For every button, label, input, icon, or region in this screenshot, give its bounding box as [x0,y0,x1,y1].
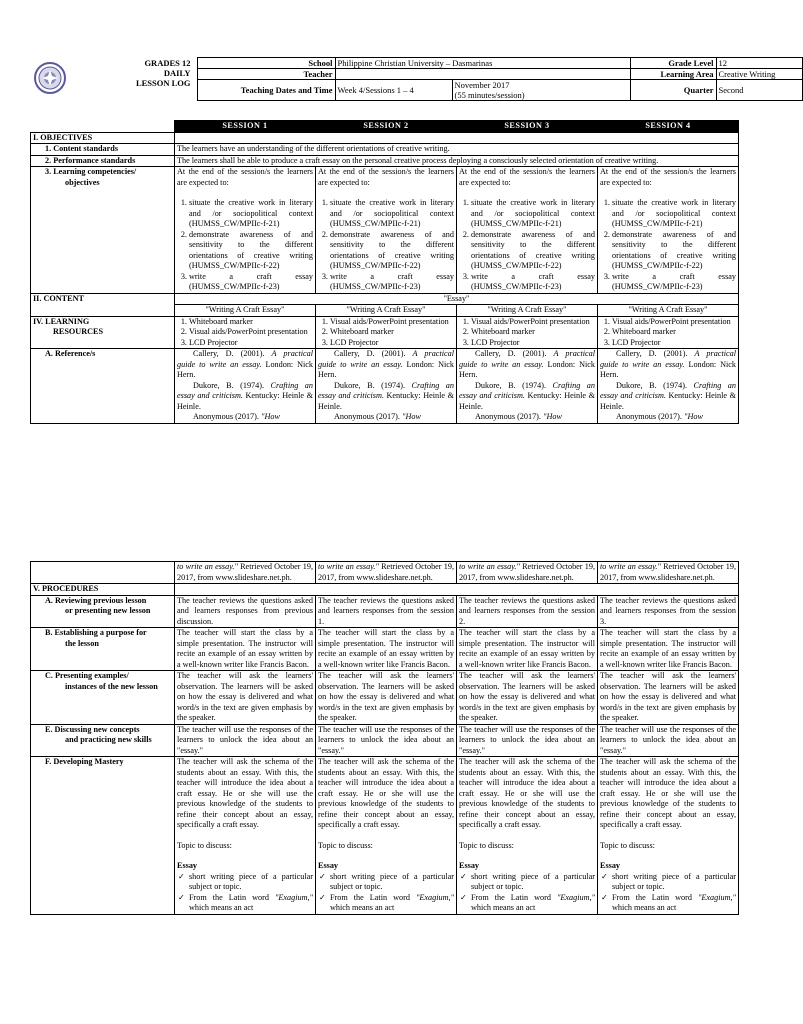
essay-point: ✓ From the Latin word "Exagium," which means an act [471,893,595,914]
essay-label: Essay [318,861,339,870]
objectives-list [459,198,595,293]
session-1-header: SESSION 1 [175,121,316,133]
grade-level-label: Grade Level [630,58,716,69]
session-3-header: SESSION 3 [457,121,598,133]
resources-heading [31,316,175,349]
references-session-2 [316,349,457,424]
objectives-list [318,198,454,293]
resources-session-4 [598,316,739,349]
procedure-b-session-1: The teacher will start the class by a simple presentation. The instructor will recite an example of an essay written by a well-known writer like Francis Bacon. [175,628,316,671]
teacher-value [335,69,630,80]
objectives-list [600,198,736,293]
objectives-intro: At the end of the session/s the learners are expected to: [459,167,595,187]
reference-2: Dukore, B. (1974). Crafting an essay and criticism. Kentucky: Heinle & Heinle. [459,380,595,411]
procedure-c-label [31,671,175,725]
procedure-a-session-3: The teacher reviews the questions asked and learners responses from the session 2. [457,595,598,628]
procedure-f-session-2 [316,757,457,915]
resources-heading-line-2: RESOURCES [53,327,104,336]
references-session-1 [175,349,316,424]
competencies-session-2 [316,167,457,294]
content-main: "Essay" [175,293,739,305]
dates-month: November 2017 [454,80,510,90]
procedure-e-label-line-1: E. Discussing new concepts [45,724,140,734]
objective-item: 2. demonstrate awareness of and sensitivity to the different orientations of creative writing (HUMSS_CW/MPIIc-f-22) [612,230,736,272]
resources-list [459,317,595,349]
competencies-session-1 [175,167,316,294]
performance-standards-label: 2. Performance standards [31,155,175,167]
resource-item: 2. Visual aids/PowerPoint presentation [189,327,313,338]
resources-session-2 [316,316,457,349]
lesson-table-page-2 [30,561,739,915]
objectives-intro: At the end of the session/s the learners are expected to: [177,167,313,187]
essay-points [318,872,454,914]
procedure-e-label [31,724,175,757]
procedure-b-session-2: The teacher will start the class by a simple presentation. The instructor will recite an example of an essay written by a well-known writer like Francis Bacon. [316,628,457,671]
references-cont-session-4: to write an essay." Retrieved October 19, 2017, from www.slideshare.net.ph. [598,562,739,584]
reference-3: Anonymous (2017). "How [616,412,703,421]
references-cont-session-2: to write an essay." Retrieved October 19, 2017, from www.slideshare.net.ph. [316,562,457,584]
procedure-b-session-3: The teacher will start the class by a simple presentation. The instructor will recite an example of an essay written by a well-known writer like Francis Bacon. [457,628,598,671]
quarter-value: Second [716,80,802,101]
references-cont-session-3: to write an essay." Retrieved October 19, 2017, from www.slideshare.net.ph. [457,562,598,584]
reference-3: Anonymous (2017). "How [334,412,421,421]
objective-item: 3. write a craft essay (HUMSS_CW/MPIIc-f-23) [189,272,313,293]
procedure-a-label-line-2: or presenting new lesson [65,606,151,615]
procedure-f-session-1 [175,757,316,915]
references-session-3 [457,349,598,424]
resources-list [318,317,454,349]
title-line-2: DAILY [163,67,191,78]
procedure-c-label-line-1: C. Presenting examples/ [45,671,129,680]
procedure-a-session-1: The teacher reviews the questions asked and learners responses from previous discussion. [175,595,316,628]
objectives-heading: I. OBJECTIVES [31,132,175,144]
school-seal-icon [33,61,67,95]
resources-list [177,317,313,349]
objectives-blank [175,132,739,144]
procedure-b-label [31,628,175,671]
school-value: Philippine Christian University – Dasmarinas [335,58,630,69]
resources-heading-line-1: IV. LEARNING [33,316,90,326]
topic-label: Topic to discuss: [177,840,232,850]
procedure-b-label-line-1: B. Establishing a purpose for [45,628,147,637]
procedure-f-session-3 [457,757,598,915]
objectives-list [177,198,313,293]
resource-item: 1. Visual aids/PowerPoint presentation [471,317,595,328]
log-title [70,58,197,101]
essay-point: ✓ short writing piece of a particular subject or topic. [330,872,454,893]
procedure-a-session-4: The teacher reviews the questions asked and learners responses from the session 3. [598,595,739,628]
procedure-e-label-line-2: and practicing new skills [65,735,152,744]
reference-1: Callery, D. (2001). A practical guide to write an essay. London: Nick Hern. [318,349,455,379]
reference-3: Anonymous (2017). "How [193,412,280,421]
essay-label: Essay [600,861,621,870]
objective-item: 3. write a craft essay (HUMSS_CW/MPIIc-f-23) [471,272,595,293]
reference-2: Dukore, B. (1974). Crafting an essay and criticism. Kentucky: Heinle & Heinle. [600,380,736,411]
references-session-4 [598,349,739,424]
procedure-c-label-line-2: instances of the new lesson [65,681,158,691]
content-session-2: "Writing A Craft Essay" [316,305,457,317]
essay-point: ✓ short writing piece of a particular subject or topic. [471,872,595,893]
essay-label: Essay [459,861,480,870]
content-session-4: "Writing A Craft Essay" [598,305,739,317]
learning-area-value: Creative Writing [716,69,802,80]
teaching-dates-value: Week 4/Sessions 1 – 4 [335,80,452,101]
procedure-f-session-4 [598,757,739,915]
title-line-3: LESSON LOG [135,77,191,88]
essay-points [600,872,736,914]
performance-standards-text: The learners shall be able to produce a craft essay on the personal creative process deploying a consciously selected orientation of creative writing. [175,155,739,167]
procedure-c-session-4: The teacher will ask the learners' observation. The learners will be asked on how the essay is delivered and what word/s in the text are given emphasis by the speaker. [598,671,739,725]
procedures-heading: V. PROCEDURES [31,584,175,596]
teaching-dates-label: Teaching Dates and Time [197,80,335,101]
objective-item: 2. demonstrate awareness of and sensitivity to the different orientations of creative writing (HUMSS_CW/MPIIc-f-22) [189,230,313,272]
essay-points [177,872,313,914]
resource-item: 3. LCD Projector [471,338,595,349]
procedure-a-session-2: The teacher reviews the questions asked and learners responses from the session 1. [316,595,457,628]
reference-2: Dukore, B. (1974). Crafting an essay and criticism. Kentucky: Heinle & Heinle. [318,380,454,411]
objectives-intro: At the end of the session/s the learners are expected to: [318,167,454,187]
header-table [30,57,803,101]
procedure-c-session-3: The teacher will ask the learners' observation. The learners will be asked on how the essay is delivered and what word/s in the text are given emphasis by the speaker. [457,671,598,725]
procedure-b-label-line-2: the lesson [65,638,99,648]
lesson-table-page-1 [30,120,739,424]
reference-2: Dukore, B. (1974). Crafting an essay and criticism. Kentucky: Heinle & Heinle. [177,380,313,411]
resource-item: 2. Whiteboard marker [612,327,736,338]
mastery-text: The teacher will ask the schema of the students about an essay. With this, the teacher will introduce the idea about a craft essay. He or she will use the previous knowledge of the students to refine their concept about an essay, specifically a craft essay. [459,757,595,829]
topic-label: Topic to discuss: [459,840,514,850]
objective-item: 1. situate the creative work in literary and /or sociopolitical context (HUMSS_CW/MPIIc-f-21) [612,198,736,230]
competencies-label [31,167,175,294]
content-session-3: "Writing A Craft Essay" [457,305,598,317]
mastery-text: The teacher will ask the schema of the students about an essay. With this, the teacher will introduce the idea about a craft essay. He or she will use the previous knowledge of the students to refine their concept about an essay, specifically a craft essay. [600,757,736,829]
competencies-session-4 [598,167,739,294]
resource-item: 3. LCD Projector [330,338,454,349]
reference-3: Anonymous (2017). "How [475,412,562,421]
references-label: A. Reference/s [31,349,175,424]
procedure-a-label-line-1: A. Reviewing previous lesson [45,595,147,605]
competencies-label-line-2: objectives [65,177,100,187]
essay-points [459,872,595,914]
session-4-header: SESSION 4 [598,121,739,133]
procedure-b-session-4: The teacher will start the class by a simple presentation. The instructor will recite an example of an essay written by a well-known writer like Francis Bacon. [598,628,739,671]
learning-area-label: Learning Area [630,69,716,80]
objective-item: 1. situate the creative work in literary and /or sociopolitical context (HUMSS_CW/MPIIc-f-21) [189,198,313,230]
resource-item: 2. Whiteboard marker [330,327,454,338]
competencies-label-line-1: 3. Learning competencies/ [45,167,137,176]
objective-item: 3. write a craft essay (HUMSS_CW/MPIIc-f-23) [612,272,736,293]
teaching-dates-extra [452,80,630,101]
resource-item: 3. LCD Projector [612,338,736,349]
procedure-e-session-1: The teacher will use the responses of the learners to unlock the idea about an "essay." [175,724,316,757]
resource-item: 3. LCD Projector [189,338,313,349]
resources-session-3 [457,316,598,349]
competencies-session-3 [457,167,598,294]
essay-label: Essay [177,861,198,870]
objective-item: 2. demonstrate awareness of and sensitivity to the different orientations of creative writing (HUMSS_CW/MPIIc-f-22) [471,230,595,272]
objective-item: 1. situate the creative work in literary and /or sociopolitical context (HUMSS_CW/MPIIc-f-21) [330,198,454,230]
procedure-a-label [31,595,175,628]
reference-1: Callery, D. (2001). A practical guide to write an essay. London: Nick Hern. [177,349,314,379]
content-standards-label: 1. Content standards [31,144,175,156]
reference-1: Callery, D. (2001). A practical guide to write an essay. London: Nick Hern. [600,349,737,379]
grade-level-value: 12 [716,58,802,69]
topic-label: Topic to discuss: [318,840,373,850]
essay-point: ✓ From the Latin word "Exagium," which means an act [189,893,313,914]
procedure-e-session-3: The teacher will use the responses of the learners to unlock the idea about an "essay." [457,724,598,757]
title-line-1: GRADES 12 [144,57,191,68]
resources-list [600,317,736,349]
objectives-intro: At the end of the session/s the learners are expected to: [600,167,736,187]
resource-item: 1. Visual aids/PowerPoint presentation [612,317,736,328]
references-cont-session-1: to write an essay." Retrieved October 19, 2017, from www.slideshare.net.ph. [175,562,316,584]
procedure-c-session-1: The teacher will ask the learners' observation. The learners will be asked on how the essay is delivered and what word/s in the text are given emphasis by the speaker. [175,671,316,725]
school-logo [30,58,70,101]
reference-1: Callery, D. (2001). A practical guide to write an essay. London: Nick Hern. [459,349,596,379]
procedures-blank [175,584,739,596]
teacher-label: Teacher [197,69,335,80]
procedure-c-session-2: The teacher will ask the learners' observation. The learners will be asked on how the essay is delivered and what word/s in the text are given emphasis by the speaker. [316,671,457,725]
quarter-label: Quarter [630,80,716,101]
procedure-e-session-4: The teacher will use the responses of the learners to unlock the idea about an "essay." [598,724,739,757]
objective-item: 1. situate the creative work in literary and /or sociopolitical context (HUMSS_CW/MPIIc-f-21) [471,198,595,230]
objective-item: 3. write a craft essay (HUMSS_CW/MPIIc-f-23) [330,272,454,293]
mastery-text: The teacher will ask the schema of the students about an essay. With this, the teacher will introduce the idea about a craft essay. He or she will use the previous knowledge of the students to refine their concept about an essay, specifically a craft essay. [177,757,313,829]
corner-cell [31,121,175,133]
resource-item: 1. Visual aids/PowerPoint presentation [330,317,454,328]
objective-item: 2. demonstrate awareness of and sensitivity to the different orientations of creative writing (HUMSS_CW/MPIIc-f-22) [330,230,454,272]
content-session-1: "Writing A Craft Essay" [175,305,316,317]
content-standards-text: The learners have an understanding of the different orientations of creative writing. [175,144,739,156]
resource-item: 2. Whiteboard marker [471,327,595,338]
topic-label: Topic to discuss: [600,840,655,850]
content-heading: II. CONTENT [31,293,175,316]
essay-point: ✓ From the Latin word "Exagium," which means an act [612,893,736,914]
school-label: School [197,58,335,69]
mastery-text: The teacher will ask the schema of the students about an essay. With this, the teacher will introduce the idea about a craft essay. He or she will use the previous knowledge of the students to refine their concept about an essay, specifically a craft essay. [318,757,454,829]
resources-session-1 [175,316,316,349]
dates-duration: (55 minutes/session) [454,90,525,100]
procedure-f-label: F. Developing Mastery [31,757,175,915]
procedure-e-session-2: The teacher will use the responses of the learners to unlock the idea about an "essay." [316,724,457,757]
session-2-header: SESSION 2 [316,121,457,133]
essay-point: ✓ short writing piece of a particular subject or topic. [612,872,736,893]
essay-point: ✓ short writing piece of a particular subject or topic. [189,872,313,893]
references-cont-label [31,562,175,584]
resource-item: 1. Whiteboard marker [189,317,313,328]
essay-point: ✓ From the Latin word "Exagium," which means an act [330,893,454,914]
